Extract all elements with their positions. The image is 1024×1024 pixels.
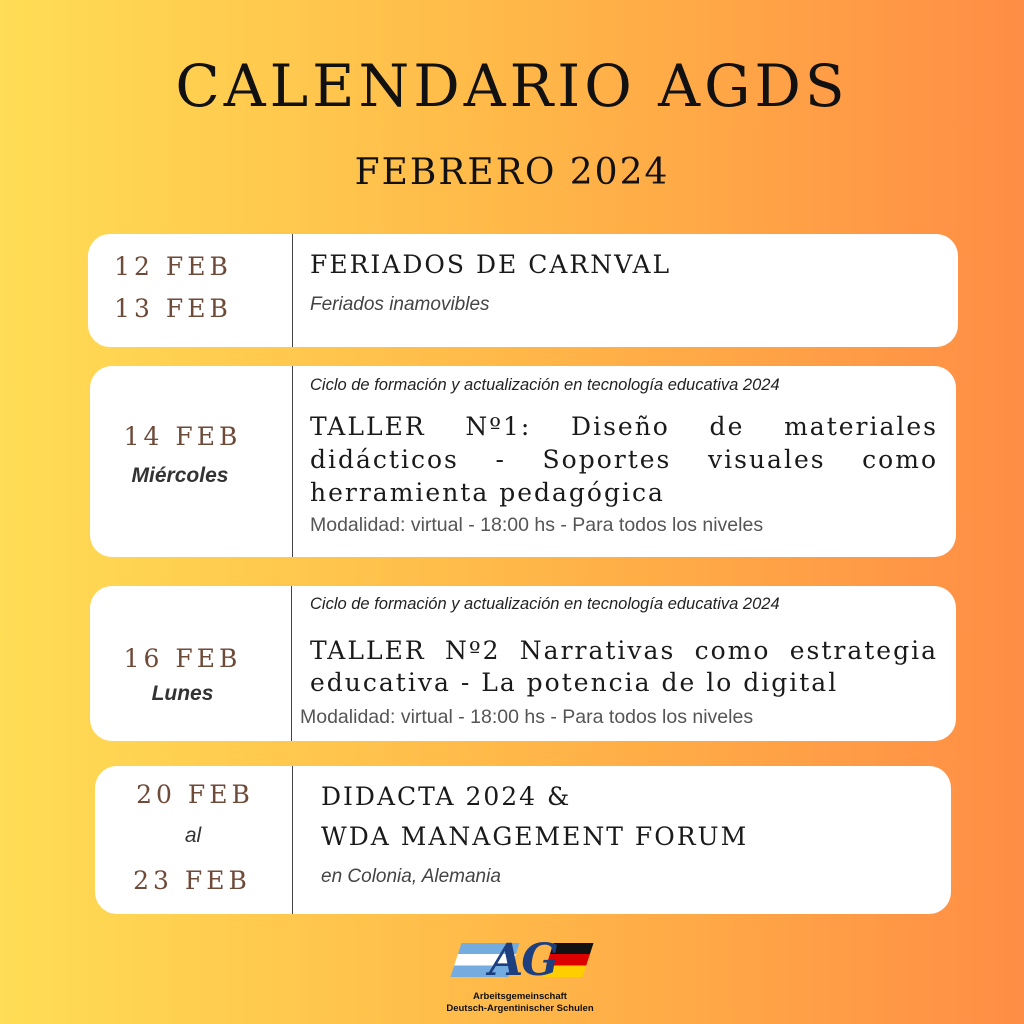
event-card-didacta (95, 766, 951, 914)
event-cycle: Ciclo de formación y actualización en tecnología educativa 2024 (310, 595, 780, 613)
event-title: FERIADOS DE CARNVAL (310, 250, 672, 279)
event-weekday: Lunes (151, 682, 214, 705)
event-title-line-2: WDA MANAGEMENT FORUM (321, 822, 749, 851)
agds-logo (440, 935, 600, 1020)
event-date-connector: al (184, 824, 202, 847)
page-subtitle: FEBRERO 2024 (354, 152, 670, 193)
event-date-start: 20 FEB (136, 780, 254, 809)
event-date-end: 13 FEB (114, 294, 232, 323)
event-modality: Modalidad: virtual - 18:00 hs - Para todos los niveles (300, 706, 754, 728)
event-cycle: Ciclo de formación y actualización en tecnología educativa 2024 (310, 376, 780, 394)
card-divider (291, 586, 292, 741)
page-title: CALENDARIO AGDS (175, 52, 849, 120)
event-subtitle: en Colonia, Alemania (321, 866, 501, 887)
logo-mark: AG (489, 935, 557, 986)
event-weekday: Miércoles (131, 464, 229, 487)
event-date-end: 23 FEB (133, 866, 251, 895)
event-date-start: 12 FEB (114, 252, 232, 281)
card-divider (292, 366, 293, 557)
event-card-taller-2 (90, 586, 956, 741)
event-card-carnaval (88, 234, 958, 347)
event-title-line-1: TALLER Nº2 Narrativas como estrategia (310, 636, 938, 665)
event-date: 14 FEB (123, 422, 242, 451)
event-modality: Modalidad: virtual - 18:00 hs - Para todos los niveles (310, 514, 764, 536)
event-card-taller-1 (90, 366, 956, 557)
event-title-line-2: educativa - La potencia de lo digital (310, 668, 839, 697)
event-title-line-3: herramienta pedagógica (310, 478, 665, 507)
event-date: 16 FEB (123, 644, 242, 673)
event-subtitle: Feriados inamovibles (310, 294, 490, 315)
event-title-line-2: didácticos - Soportes visuales como (310, 445, 938, 474)
logo-text-line-2: Deutsch-Argentinischer Schulen (446, 1003, 594, 1014)
event-title-line-1: TALLER Nº1: Diseño de materiales (310, 412, 938, 441)
card-divider (292, 234, 293, 347)
event-title-line-1: DIDACTA 2024 & (321, 782, 572, 811)
logo-text-line-1: Arbeitsgemeinschaft (473, 991, 567, 1002)
